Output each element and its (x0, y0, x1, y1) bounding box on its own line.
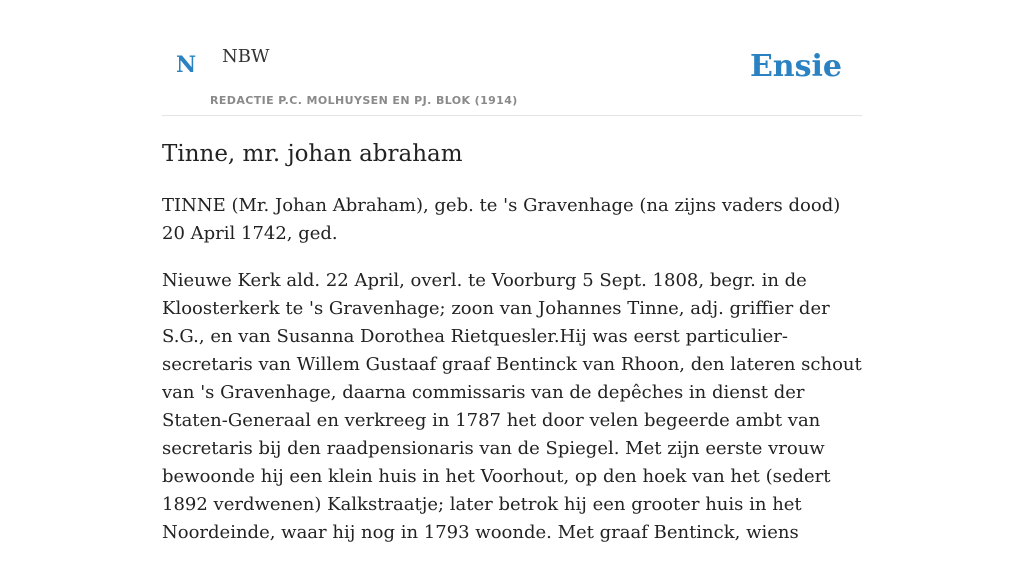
article-paragraph-2: Nieuwe Kerk ald. 22 April, overl. te Voorburg 5 Sept. 1808, begr. in de Kloosterkerk te 's Gravenhage; zoon van Johannes Tinne, adj. griffier der S.G., en van Susanna Dorothea Rietquesler.Hij was eerst particulier-secretaris van Willem Gustaaf graaf Bentinck van Rhoon, den lateren schout van 's Gravenhage, daarna commissaris van de depêches in dienst der Staten-Generaal en verkreeg in 1787 het door velen begeerde ambt van secretaris bij den raadpensionaris van de Spiegel. Met zijn eerste vrouw bewoonde hij een klein huis in het Voorhout, op den hoek van het (sedert 1892 verdwenen) Kalkstraatje; later betrok hij een grooter huis in het Noordeinde, waar hij nog in 1793 woonde. Met graaf Bentinck, wiens (162, 270, 862, 543)
source-logo-icon[interactable]: N (176, 52, 197, 78)
brand-logo-link[interactable]: Ensie (749, 49, 842, 84)
site-header (162, 30, 862, 116)
source-name[interactable]: NBW (222, 46, 270, 67)
source-subtitle: REDACTIE P.C. MOLHUYSEN EN PJ. BLOK (1914) (210, 94, 518, 107)
article-paragraph-1: TINNE (Mr. Johan Abraham), geb. te 's Gravenhage (na zijns vaders dood) 20 April 1742, ged. (162, 195, 841, 244)
article-title: Tinne, mr. johan abraham (162, 141, 463, 167)
article-content (162, 138, 866, 566)
